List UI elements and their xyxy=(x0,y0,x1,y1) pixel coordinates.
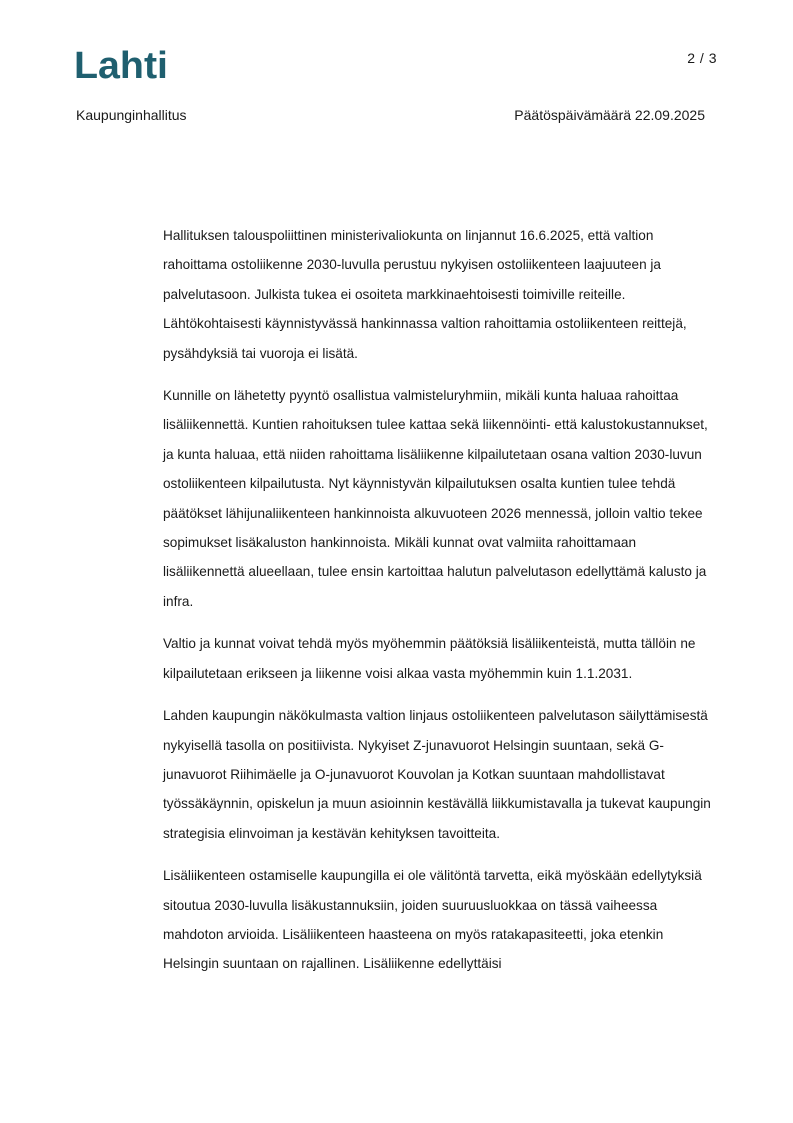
paragraph-3: Valtio ja kunnat voivat tehdä myös myöhemmin päätöksiä lisäliikenteistä, mutta tällöin ne kilpailutetaan erikseen ja liikenne voisi alkaa vasta myöhemmin kuin 1.1.2031. xyxy=(163,636,696,681)
paragraph-2: Kunnille on lähetetty pyyntö osallistua valmisteluryhmiin, mikäli kunta haluaa rahoittaa lisäliikennettä. Kuntien rahoituksen tulee kattaa sekä liikennöinti- että kalustokustannukset, ja kunta haluaa, että niiden rahoittama lisäliikenne kilpailutetaan osana valtion 2030-luvun ostoliikenteen kilpailutusta. Nyt käynnistyvän kilpailutuksen osalta kuntien tulee tehdä päätökset lähijunaliikenteen hankinnoista alkuvuoteen 2026 mennessä, jolloin valtio tekee sopimukset lisäkaluston hankinnoista. Mikäli kunnat ovat valmiita rahoittamaan lisäliikennettä alueellaan, tulee ensin kartoittaa halutun palvelutason edellyttämä kalusto ja infra. xyxy=(163,388,708,609)
paragraph-4: Lahden kaupungin näkökulmasta valtion linjaus ostoliikenteen palvelutason säilyttämisestä nykyisellä tasolla on positiivista. Nykyiset Z-junavuorot Helsingin suuntaan, sekä G-junavuorot Riihimäelle ja O-junavuorot Kouvolan ja Kotkan suuntaan mahdollistavat työssäkäynnin, opiskelun ja muun asioinnin kestävällä liikkumistavalla ja tukevat kaupungin strategisia elinvoiman ja kestävän kehityksen tavoitteita. xyxy=(163,708,711,841)
logo-wordmark: Lahti xyxy=(74,45,168,84)
lahti-logo xyxy=(74,44,170,84)
document-body xyxy=(163,221,719,992)
page-number: 2 / 3 xyxy=(687,50,717,66)
decision-date: Päätöspäivämäärä 22.09.2025 xyxy=(514,107,705,123)
paragraph-5: Lisäliikenteen ostamiselle kaupungilla ei ole välitöntä tarvetta, eikä myöskään edellytyksiä sitoutua 2030-luvulla lisäkustannuksiin, joiden suuruusluokkaa on tässä vaiheessa mahdoton arvioida. Lisäliikenteen haasteena on myös ratakapasiteetti, joka etenkin Helsingin suuntaan on rajallinen. Lisäliikenne edellyttäisi xyxy=(163,868,702,972)
paragraph-1: Hallituksen talouspoliittinen ministerivaliokunta on linjannut 16.6.2025, että valtion rahoittama ostoliikenne 2030-luvulla perustuu nykyisen ostoliikenteen laajuuteen ja palvelutasoon. Julkista tukea ei osoiteta markkinaehtoisesti toimiville reiteille. Lähtökohtaisesti käynnistyvässä hankinnassa valtion rahoittamia ostoliikenteen reittejä, pysähdyksiä tai vuoroja ei lisätä. xyxy=(163,228,687,361)
organization-name: Kaupunginhallitus xyxy=(76,107,187,123)
